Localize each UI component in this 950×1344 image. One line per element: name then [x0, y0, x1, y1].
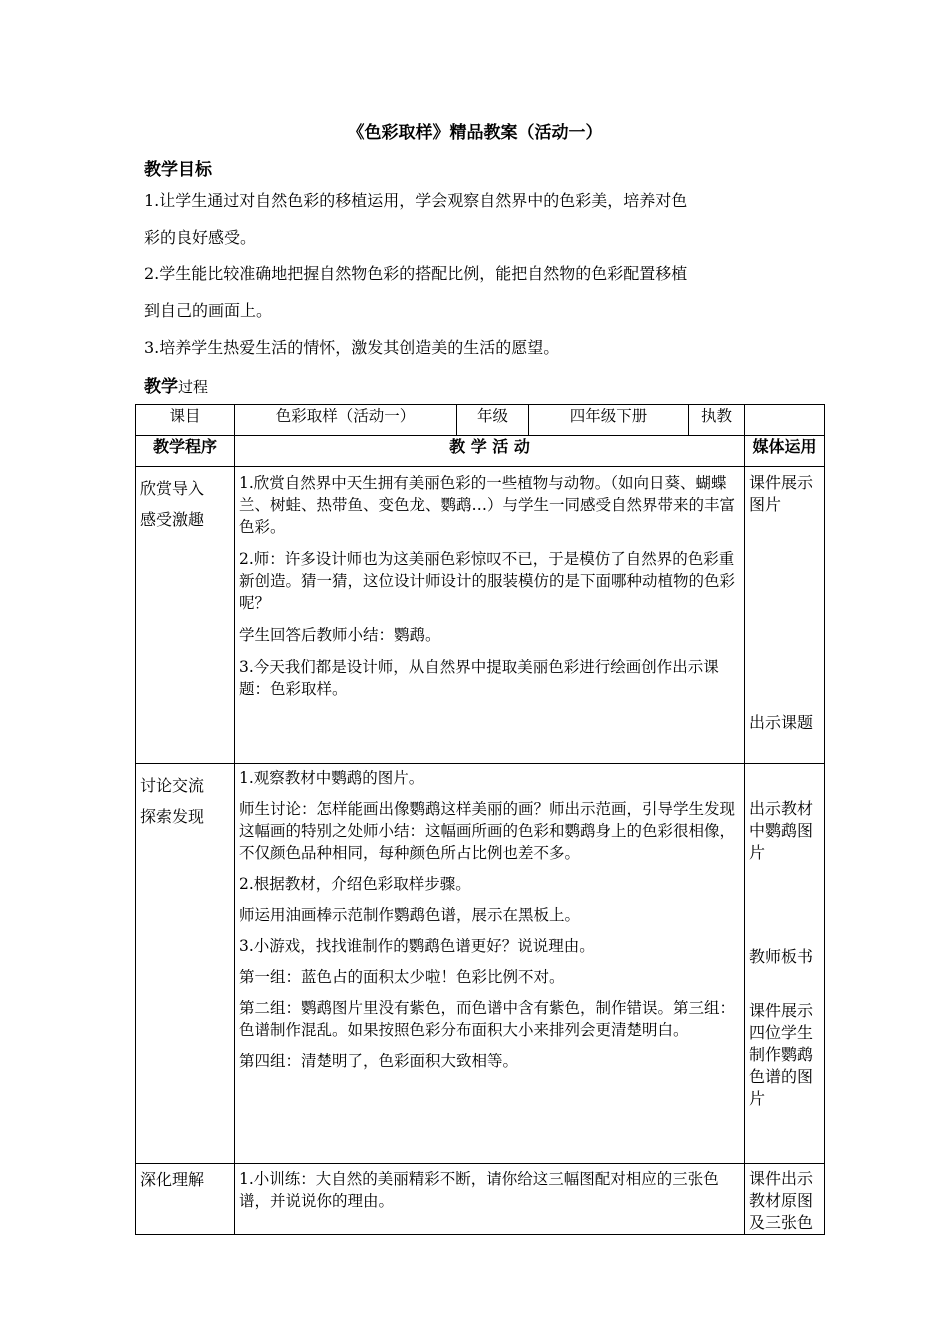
media-item: 教师板书 [749, 947, 814, 966]
process-heading [144, 372, 208, 397]
stage-line: 深化理解 [140, 1170, 205, 1189]
activity-paragraph: 第二组：鹦鹉图片里没有紫色，而色谱中含有紫色，制作错误。第三组：色谱制作混乱。如果按照色彩分布面积大小来排列会更清楚明白。 [239, 999, 736, 1039]
subject-label: 课目 [136, 405, 235, 436]
media-cell-3 [745, 1164, 825, 1235]
activity-paragraph: 第四组：清楚明了，色彩面积大致相等。 [239, 1052, 519, 1070]
media-cell-1 [745, 467, 825, 764]
activity-paragraph: 3.小游戏，找找谁制作的鹦鹉色谱更好？说说理由。 [239, 937, 595, 955]
process-heading-light: 过程 [178, 378, 209, 396]
media-item: 课件展示图片 [749, 473, 814, 514]
goal-line-1: 1.让学生通过对自然色彩的移植运用，学会观察自然界中的色彩美，培养对色 [144, 191, 688, 210]
stage-cell-2 [136, 764, 235, 1164]
activity-paragraph: 1.欣赏自然界中天生拥有美丽色彩的一些植物与动物。（如向日葵、蝴蝶兰、树蛙、热带鱼、变色龙、鹦鹉…）与学生一同感受自然界带来的丰富色彩。 [239, 474, 736, 536]
activity-cell-1 [235, 467, 745, 764]
stage-line: 感受激趣 [140, 510, 205, 529]
activity-paragraph: 学生回答后教师小结：鹦鹉。 [239, 626, 441, 644]
media-header: 媒体运用 [745, 436, 825, 467]
activity-paragraph: 3.今天我们都是设计师，从自然界中提取美丽色彩进行绘画创作出示课题：色彩取样。 [239, 658, 719, 698]
activity-paragraph: 1.观察教材中鹦鹉的图片。 [239, 769, 425, 787]
media-cell-2 [745, 764, 825, 1164]
media-item: 出示课题 [749, 713, 814, 732]
goal-line-5: 3.培养学生热爱生活的情怀，激发其创造美的生活的愿望。 [144, 338, 560, 357]
media-item: 出示教材中鹦鹉图片 [749, 799, 814, 862]
activity-paragraph: 师运用油画棒示范制作鹦鹉色谱，展示在黑板上。 [239, 906, 581, 924]
stage-line: 讨论交流 [140, 776, 205, 795]
activity-cell-3 [235, 1164, 745, 1235]
goal-line-3: 2.学生能比较准确地把握自然物色彩的搭配比例，能把自然物的色彩配置移植 [144, 264, 688, 283]
procedure-header: 教学程序 [136, 436, 235, 467]
subject-value: 色彩取样（活动一） [235, 405, 457, 436]
activity-paragraph: 2.师：许多设计师也为这美丽色彩惊叹不已，于是模仿了自然界的色彩重新创造。猜一猜，这位设计师设计的服装模仿的是下面哪种动植物的色彩呢？ [239, 550, 736, 612]
activity-paragraph: 师生讨论：怎样能画出像鹦鹉这样美丽的画？师出示范画，引导学生发现这幅画的特别之处师小结：这幅画所画的色彩和鹦鹉身上的色彩很相像，不仅颜色品种相同，每种颜色所占比例也差不多。 [239, 800, 736, 862]
goal-line-2: 彩的良好感受。 [144, 228, 257, 247]
activity-paragraph: 1.小训练：大自然的美丽精彩不断，请你给这三幅图配对相应的三张色谱，并说说你的理由。 [239, 1170, 719, 1210]
lesson-plan-table [135, 404, 825, 1235]
process-heading-bold: 教学 [144, 377, 178, 397]
activity-cell-2 [235, 764, 745, 1164]
goal-line-4: 到自己的画面上。 [144, 301, 273, 320]
teacher-label: 执教 [689, 405, 745, 436]
stage-cell-1 [136, 467, 235, 764]
grade-label: 年级 [457, 405, 529, 436]
media-item: 课件出示教材原图及三张色 [749, 1169, 814, 1232]
section-row-3 [136, 1164, 825, 1235]
goals-heading: 教学目标 [144, 160, 212, 180]
info-row [136, 405, 825, 436]
media-item: 课件展示四位学生制作鹦鹉色谱的图片 [749, 1001, 814, 1108]
teacher-value [745, 405, 825, 436]
activity-paragraph: 2.根据教材，介绍色彩取样步骤。 [239, 875, 471, 893]
activity-paragraph: 第一组：蓝色占的面积太少啦！色彩比例不对。 [239, 968, 565, 986]
activity-header: 教 学 活 动 [235, 436, 745, 467]
grade-value: 四年级下册 [529, 405, 689, 436]
section-row-2 [136, 764, 825, 1164]
stage-line: 欣赏导入 [140, 479, 205, 498]
header-row [136, 436, 825, 467]
document-title: 《色彩取样》精品教案（活动一） [347, 123, 603, 143]
stage-cell-3 [136, 1164, 235, 1235]
stage-line: 探索发现 [140, 807, 205, 826]
section-row-1 [136, 467, 825, 764]
